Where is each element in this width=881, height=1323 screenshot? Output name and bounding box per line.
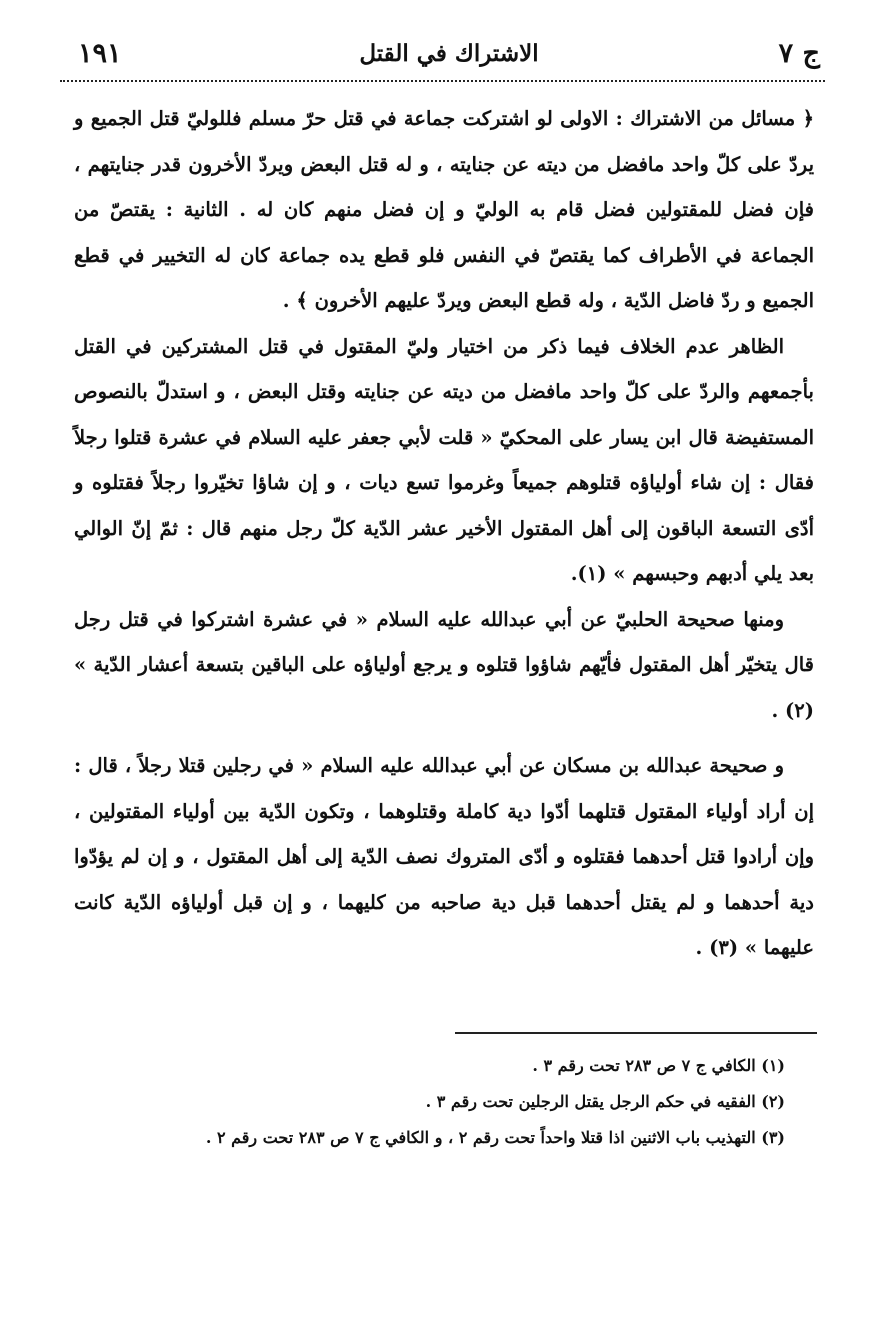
footnote-divider: [455, 1032, 817, 1034]
running-header: [78, 38, 820, 78]
commentary-paragraph: و صحيحة عبدالله بن مسكان عن أبي عبدالله عليه السلام « في رجلين قتلا رجلاً ، قال : إن أراد أولياء المقتول قتلهما أدّوا دية كاملة وقتلوهما ، وتكون الدّية بين أولياء المقتولين ، وإن أرادوا قتل أحدهما فقتلوه و أدّى المتروك نصف الدّية إلى أهل المقتول ، و إن لم يؤدّوا دية أحدهما و لم يقتل أحدهما قبل دية صاحبه من كليهما ، و إن قبل أولياؤه الدّية كانت عليهما » (٣) .: [74, 754, 814, 959]
main-text: [74, 96, 814, 971]
page-number: ١٩١: [78, 38, 122, 69]
volume-label: ج ٧: [778, 38, 820, 69]
matn-paragraph: ﴿ مسائل من الاشتراك : الاولى لو اشتركت جماعة في قتل حرّ مسلم فللوليّ قتل الجميع و يردّ على كلّ واحد مافضل من ديته عن جنايته ، و له قتل البعض ويردّ الأخرون قدر جنايتهم ، فإن فضل للمقتولين فضل قام به الوليّ و إن فضل منهم كان له . الثانية : يقتصّ من الجماعة في الأطراف كما يقتصّ في النفس فلو قطع يده جماعة كان له التخيير في قطع الجميع و ردّ فاضل الدّية ، وله قطع البعض ويردّ عليهم الأخرون ﴾ .: [74, 107, 814, 312]
commentary-paragraph: الظاهر عدم الخلاف فيما ذكر من اختيار وليّ المقتول في قتل المشتركين في القتل بأجمعهم والردّ على كلّ واحد مافضل من ديته عن جنايته وقتل البعض ، و استدلّ بالنصوص المستفيضة قال ابن يسار على المحكيّ « قلت لأبي جعفر عليه السلام في عشرة قتلوا رجلاً فقال : إن شاء أولياؤه قتلوهم جميعاً وغرموا تسع ديات ، و إن شاؤا تخيّروا رجلاً فقتلوه و أدّى التسعة الباقون إلى أهل المقتول الأخير عشر الدّية كلّ رجل منهم قال : ثمّ إنّ الوالي بعد يلي أدبهم وحبسهم » (١).: [74, 334, 814, 585]
footnote-item: (٢) الفقيه في حكم الرجل يقتل الرجلين تحت رقم ٣ .: [425, 1092, 785, 1111]
chapter-title: الاشتراك في القتل: [359, 40, 539, 67]
footnotes: [74, 1048, 809, 1156]
footnote-item: (٣) التهذيب باب الاثنين اذا قتلا واحداً تحت رقم ٢ ، و الكافي ج ٧ ص ٢٨٣ تحت رقم ٢ .: [205, 1128, 785, 1147]
footnote-item: (١) الكافي ج ٧ ص ٢٨٣ تحت رقم ٣ .: [532, 1056, 785, 1075]
header-divider: [60, 80, 825, 82]
commentary-paragraph: ومنها صحيحة الحلبيّ عن أبي عبدالله عليه السلام « في عشرة اشتركوا في قتل رجل قال يتخيّر أهل المقتول فأيّهم شاؤوا قتلوه و يرجع أولياؤه على الباقين بتسعة أعشار الدّية » (٢) .: [74, 607, 814, 722]
